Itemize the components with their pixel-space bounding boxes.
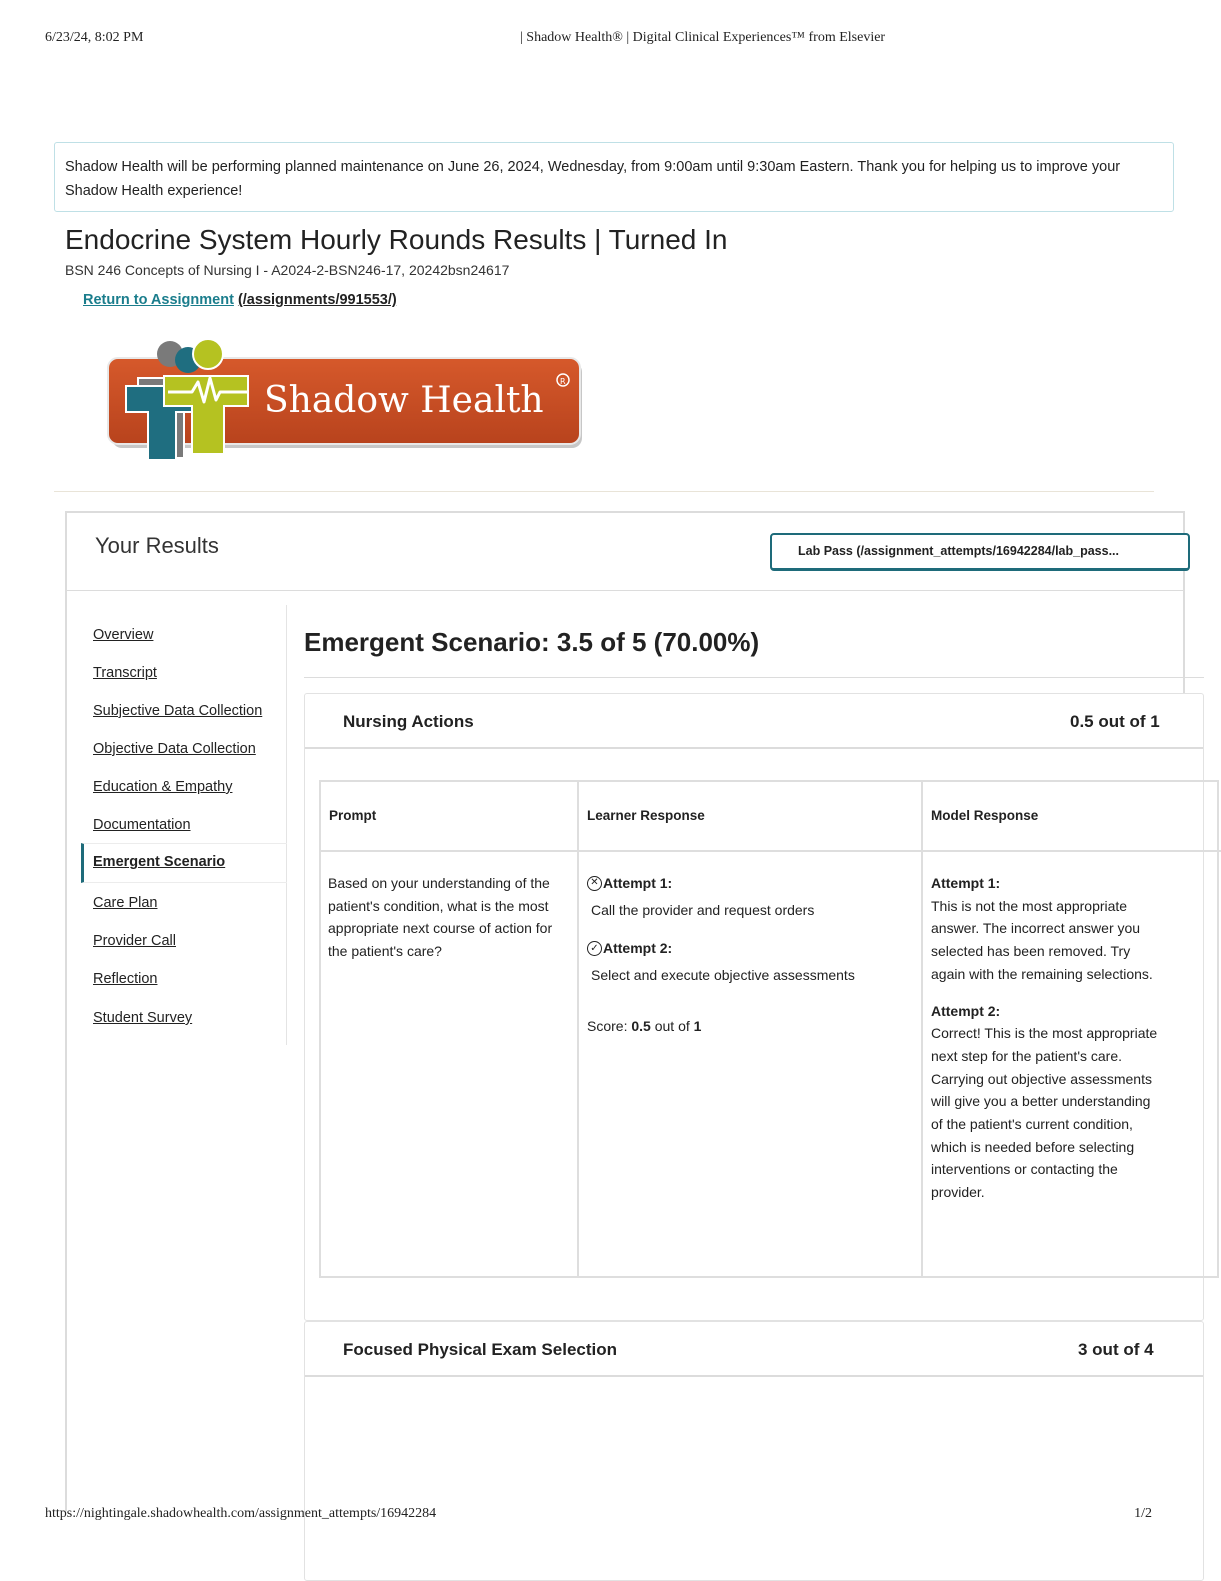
nav-item-documentation[interactable]: Documentation — [93, 817, 191, 833]
nav-item-emergent-scenario[interactable]: Emergent Scenario — [81, 843, 287, 883]
results-header — [67, 513, 1183, 591]
nav-item-care-plan[interactable]: Care Plan — [93, 895, 158, 911]
results-title: Your Results — [95, 533, 219, 558]
model-attempt-2-text: Correct! This is the most appropriate next step for the patient's care. Carrying out objective assessments will give you a better understanding of the patient's current condition, which is needed before selecting interventions or contacting the provider. — [931, 1025, 1158, 1201]
nav-item-provider-call[interactable]: Provider Call — [93, 933, 176, 949]
prompt-header: Prompt — [321, 782, 577, 852]
shadow-health-logo — [108, 338, 586, 466]
focused-exam-score: 3 out of 4 — [1078, 1340, 1154, 1359]
svg-text:Shadow Health: Shadow Health — [264, 380, 544, 421]
nursing-actions-card — [304, 693, 1204, 1321]
scenario-title-divider — [304, 677, 1204, 678]
results-panel — [65, 511, 1185, 1511]
nav-item-education-empathy[interactable]: Education & Empathy — [93, 779, 233, 795]
learner-attempt-1-label: Attempt 1: — [603, 875, 673, 891]
learner-attempt-1-response: Call the provider and request orders — [591, 901, 815, 918]
learner-response-column — [579, 782, 923, 1276]
learner-attempt-2-response: Select and execute objective assessments — [591, 967, 855, 984]
model-attempt-1-label: Attempt 1: — [931, 875, 1001, 891]
nav-item-objective-data-collection[interactable]: Objective Data Collection — [93, 741, 256, 757]
nav-item-student-survey[interactable]: Student Survey — [93, 1010, 193, 1026]
return-to-assignment-link[interactable] — [83, 292, 397, 308]
maintenance-notice — [54, 142, 1174, 212]
nursing-actions-header — [305, 694, 1203, 749]
nursing-actions-title: Nursing Actions — [343, 712, 474, 731]
learner-response-body — [579, 854, 921, 1038]
svg-text:R: R — [560, 377, 566, 386]
nav-item-reflection[interactable]: Reflection — [93, 971, 158, 987]
scenario-score-title: Emergent Scenario: 3.5 of 5 (70.00%) — [304, 627, 760, 657]
model-response-column — [923, 782, 1221, 1276]
print-page-number: 1/2 — [1134, 1506, 1152, 1521]
maintenance-notice-text: Shadow Health will be performing planned maintenance on June 26, 2024, Wednesday, from 9:00am until 9:30am Eastern. Thank you for helping us to improve your Shadow Health experience! — [65, 159, 1121, 199]
focused-exam-header — [305, 1322, 1203, 1377]
incorrect-icon: ✕ — [587, 876, 602, 891]
score-prefix: Score: — [587, 1017, 632, 1034]
nav-item-overview[interactable]: Overview — [93, 627, 154, 643]
nursing-actions-table — [319, 780, 1219, 1278]
score-value: 0.5 — [631, 1017, 651, 1034]
learner-score — [587, 1015, 913, 1038]
score-mid: out of — [650, 1017, 694, 1034]
learner-attempt-2-label: Attempt 2: — [603, 940, 673, 957]
model-attempt-1-text: This is not the most appropriate answer. The incorrect answer you selected has been removed. Try again with the remaining selections. — [931, 897, 1153, 982]
correct-check-icon: ✓ — [587, 941, 602, 956]
score-max: 1 — [693, 1017, 702, 1034]
nav-item-transcript[interactable]: Transcript — [93, 665, 157, 681]
results-side-nav — [81, 605, 287, 1045]
prompt-text: Based on your understanding of the patient's condition, what is the most appropriate next course of action for the patient's care? — [328, 875, 553, 960]
model-response-header: Model Response — [923, 782, 1221, 852]
course-subtitle: BSN 246 Concepts of Nursing I - A2024-2-BSN246-17, 20242bsn24617 — [65, 262, 510, 278]
learner-response-header: Learner Response — [579, 782, 921, 852]
model-response-body — [923, 854, 1221, 1204]
model-attempt-2-label: Attempt 2: — [931, 1002, 1001, 1019]
focused-exam-title: Focused Physical Exam Selection — [343, 1340, 618, 1359]
return-link-text[interactable]: Return to Assignment — [83, 292, 234, 308]
return-link-href[interactable]: (/assignments/991553/) — [237, 292, 397, 308]
print-date: 6/23/24, 8:02 PM — [45, 30, 144, 45]
learner-attempt-1 — [587, 872, 913, 895]
learner-attempt-2 — [587, 937, 913, 960]
print-page-title: | Shadow Health® | Digital Clinical Experiences™ from Elsevier — [520, 30, 886, 45]
lab-pass-button[interactable]: Lab Pass (/assignment_attempts/16942284/lab_pass... — [770, 533, 1190, 571]
print-footer — [45, 1506, 1152, 1526]
focused-exam-card — [304, 1321, 1204, 1581]
nav-item-subjective-data-collection[interactable]: Subjective Data Collection — [93, 703, 263, 719]
prompt-column — [321, 782, 579, 1276]
nursing-actions-score: 0.5 out of 1 — [1070, 712, 1160, 731]
header-divider — [54, 491, 1154, 492]
page-title: Endocrine System Hourly Rounds Results | Turned In — [65, 224, 728, 255]
print-url: https://nightingale.shadowhealth.com/assignment_attempts/16942284 — [45, 1506, 437, 1521]
